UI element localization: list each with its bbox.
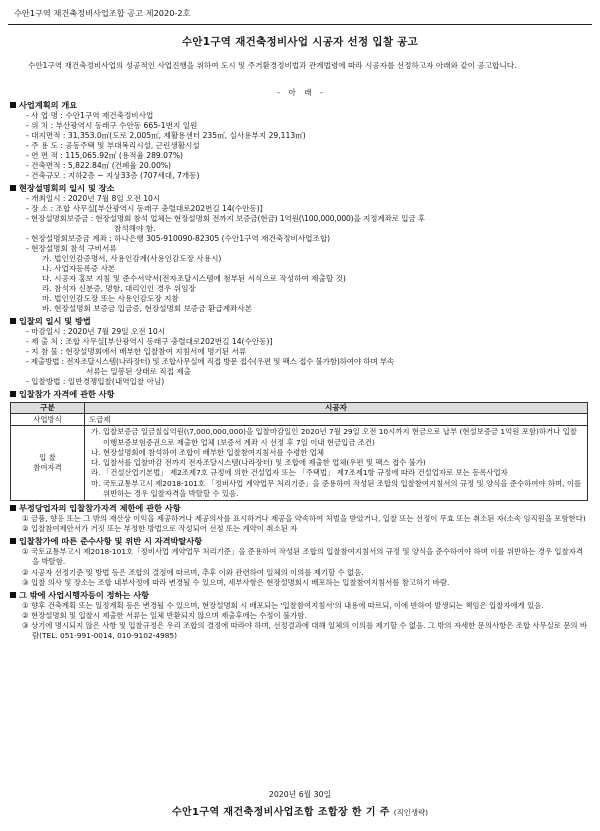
row-label: 사업방식 [11, 413, 85, 426]
square-bullet-icon [10, 505, 16, 511]
square-bullet-icon [10, 391, 16, 397]
bidding-line: 서류는 밀봉된 상태로 직접 제출 [86, 366, 192, 376]
section-title: 입찰참가 자격에 관한 사항 [19, 388, 115, 399]
square-bullet-icon [10, 538, 16, 544]
section-heading-restriction [10, 503, 588, 514]
section-heading-briefing [10, 183, 588, 194]
numbered-item: ③ 상기에 명시되지 않은 사항 및 입찰규정은 우리 조합의 결정에 따라야 하며, 선정결과에 대해 일체의 이의를 제기할 수 없음. 그 밖의 자세한 문의사항은 조합 사무실로 문의 바람(TEL. 051-991-0014, 010-9102-4985) [22, 621, 588, 641]
overview-line: - 건축규모 : 지하2층 ~ 지상33층 (707세대, 7개동) [26, 170, 200, 180]
overview-line: - 연 면 적 : 115,065.92㎡ (용적율 289.07%) [26, 150, 183, 160]
briefing-line: - 개최일시 : 2020년 7월 8일 오전 10시 [26, 193, 161, 203]
section-title: 그 밖에 사업시행자등이 정하는 사항 [19, 589, 150, 600]
row-value [85, 426, 588, 501]
section-heading-qualification [10, 389, 588, 400]
bidding-line: - 제출방법 : 전자조달시스템(나라장터) 및 조합사무실에 직접 방문 접수(우편 및 팩스 접수 불가함)하여야 하며 부속 [26, 356, 395, 366]
row-value: 도급제 [85, 413, 588, 426]
row-label-line: 참여자격 [33, 463, 62, 473]
required-doc-item: 바. 현장설명회 보증금 입금증, 현장설명회 보증금 환급계좌사본 [42, 303, 253, 313]
briefing-line: - 현장설명회보증금 : 현장설명회 참석 업체는 현장설명회 전까지 보증금(현금) 1억원(\100,000,000)을 지정계좌로 입금 후 [26, 213, 425, 223]
required-doc-item: 가. 법인인감증명서, 사용인감계(사용인감도장 사용시) [42, 253, 222, 263]
section-title: 현장설명회의 일시 및 장소 [19, 182, 115, 193]
required-doc-item: 마. 법인인감도장 또는 사용인감도장 지참 [42, 293, 179, 303]
bidding-line: - 마감일시 : 2020년 7월 29일 오전 10시 [26, 326, 166, 336]
column-header: 시공자 [85, 402, 588, 413]
section-title: 입찰의 일시 및 방법 [19, 315, 91, 326]
numbered-item: ① 향후 건축계획 또는 일정계획 등은 변경될 수 있으며, 현장설명회 시 배포되는 '입찰참여지침서'의 내용에 따르되, 이에 반하여 발생되는 책임은 입찰자에게 있음. [22, 600, 544, 610]
numbered-item: ③ 입찰 의사 및 장소는 조합 내부사정에 따라 변경될 수 있으며, 세부사항은 현장설명회시 배포하는 입찰참여지침서를 참고하기 바람. [22, 577, 450, 587]
intro-paragraph: 수안1구역 재건축정비사업의 성공적인 사업진행을 위하여 도시 및 주거환경정비법과 관계법령에 따라 시공자를 선정하고자 아래와 같이 공고합니다. [28, 61, 517, 70]
issuer-name: 수안1구역 재건축정비사업조합 조합장 한 기 주 [171, 807, 390, 818]
seal-note: (직인생략) [393, 808, 429, 817]
required-doc-item: 라. 참석자 신분증, 명함, 대리인인 경우 위임장 [42, 283, 196, 293]
qualification-item: 라. 「건설산업기본법」 제2조제7호 규정에 의한 건설업자 또는 「주택법」 제7조제1항 규정에 따라 건설업자로 보는 등록사업자 [91, 468, 508, 478]
section-title: 입찰참가에 따른 준수사항 및 위반 시 자격박탈사항 [19, 536, 203, 547]
numbered-item: ① 금품, 향응 또는 그 밖의 재산상 이익을 제공하거나 제공의사를 표시하거나 제공을 약속하여 처벌을 받았거나, 입찰 또는 선정이 무효 또는 취소된 자(소속 임직원을 포함한다) [22, 513, 586, 523]
section-title: 사업계획의 개요 [19, 100, 78, 110]
qualification-item: 가. 입찰보증금 일금칠십억원(\7,000,000,000)을 입찰마감일인 2020년 7월 29일 오전 10시까지 현금으로 납부 (현설보증금 1억원 포함)하거나 입찰이행보증보험증권으로 제출한 업체 (보증서 계좌 시 선정 후 7일 이내 현금입금 조건) [91, 427, 577, 447]
overview-line: - 위 치 : 부산광역시 동래구 수안동 665-1번지 일원 [26, 120, 198, 130]
qualification-table [10, 402, 588, 501]
qualification-item: 마. 국토교통부고시 제2018-101호 「정비사업 계약업무 처리기준」을 준용하여 작성된 조합의 입찰참여지침서의 규정 및 양식을 준수하여야 하며, 이를 위반하는 경우 입찰자격을 박탈할 수 있음. [91, 478, 582, 498]
overview-line: - 대지면적 : 31,353.0㎡(도로 2,005㎡, 제활용센터 235㎡, 실사용부지 29,113㎡) [26, 130, 306, 140]
row-label [11, 426, 85, 501]
overview-line: - 주 용 도 : 공동주택 및 부대복리시설, 근린생활시설 [26, 140, 200, 150]
qualification-item: 나. 현장설명회에 참석하여 조합이 배부한 입찰참여지침서를 수령한 업체 [91, 447, 324, 457]
signature-line [0, 806, 600, 819]
table-header-row [11, 402, 588, 413]
square-bullet-icon [10, 102, 16, 108]
square-bullet-icon [10, 185, 16, 191]
overview-line: - 건축면적 : 5,822.84㎡ (건폐율 20.00%) [26, 160, 172, 170]
square-bullet-icon [10, 318, 16, 324]
bidding-line: - 지 참 물 : 현장설명회에서 배부한 입찰참여 지침서에 명기된 서류 [26, 346, 247, 356]
notice-number: 수안1구역 재건축정비사업조합 공고 제2020-2호 [14, 8, 191, 18]
square-bullet-icon [10, 592, 16, 598]
section-title: 부정당업자의 입찰참가자격 제한에 관한 사항 [19, 503, 181, 514]
section-heading-other [10, 590, 588, 601]
required-doc-item: 다. 시공자 홍보 지침 및 준수서약서(전자조달시스템에 첨부된 서식으로 작성하여 제출할 것) [42, 273, 346, 283]
table-row [11, 413, 588, 426]
section-heading-overview [10, 100, 588, 111]
numbered-item: ② 시공자 선정기준 및 방법 등은 조합의 결정에 따르며, 추후 이와 관련하여 일체의 이의를 제기할 수 없음. [22, 567, 364, 577]
overview-line: - 사 업 명 : 수안1구역 재건축정비사업 [26, 110, 154, 120]
section-heading-bidding [10, 316, 588, 327]
bidding-line: - 제 출 처 : 조합 사무실[부산광역시 동래구 충렬대로202번길 14(수안동)] [26, 336, 273, 346]
required-doc-item: 나. 사업자등록증 사본 [42, 263, 116, 273]
numbered-item: ① 국토교통부고시 제2018-101호「정비사업 계약업무 처리기준」을 준용하여 작성된 조합의 입찰참여지침서의 규정 및 양식을 준수하여야 하며 이를 위반하는 경우 입찰자격을 박탈함. [22, 547, 583, 567]
page-title: 수안1구역 재건축정비사업 시공자 선정 입찰 공고 [181, 36, 419, 48]
notice-body [10, 98, 588, 642]
table-row [11, 426, 588, 501]
numbered-item: ② 입찰참여제안서가 거짓 또는 부정한 방법으로 작성되어 선정 또는 계약이 취소된 자 [22, 524, 298, 534]
notice-date: 2020년 6월 30일 [268, 790, 332, 799]
below-marker: - 아 래 - [277, 88, 323, 97]
briefing-line: 참석해야 함. [114, 223, 156, 233]
header-divider [8, 24, 592, 25]
qualification-item: 다. 입찰서를 입찰마감 전까지 전자조달시스템(나라장터) 및 조합에 제출한 업체(우편 및 팩스 접수 불가) [91, 458, 426, 468]
numbered-item: ② 현장설명회 및 입찰시 제출한 서류는 일체 반환되지 않으며 제출후에는 수정이 불가함. [22, 611, 307, 621]
row-label-line: 입 찰 [39, 453, 56, 463]
briefing-line: - 장 소 : 조합 사무실[부산광역시 동래구 충렬대로202번길 14(수안동)] [26, 203, 263, 213]
briefing-line: - 현장설명회 참석 구비서류 [26, 243, 117, 253]
bidding-line: - 입찰방법 : 일반경쟁입찰(내역입찰 아님) [26, 376, 165, 386]
section-heading-compliance [10, 536, 588, 547]
column-header: 구분 [11, 402, 85, 413]
briefing-line: - 현장설명회보증금 계좌 : 하나은행 305-910090-82305 (수안1구역 재건축정비사업조합) [26, 233, 331, 243]
